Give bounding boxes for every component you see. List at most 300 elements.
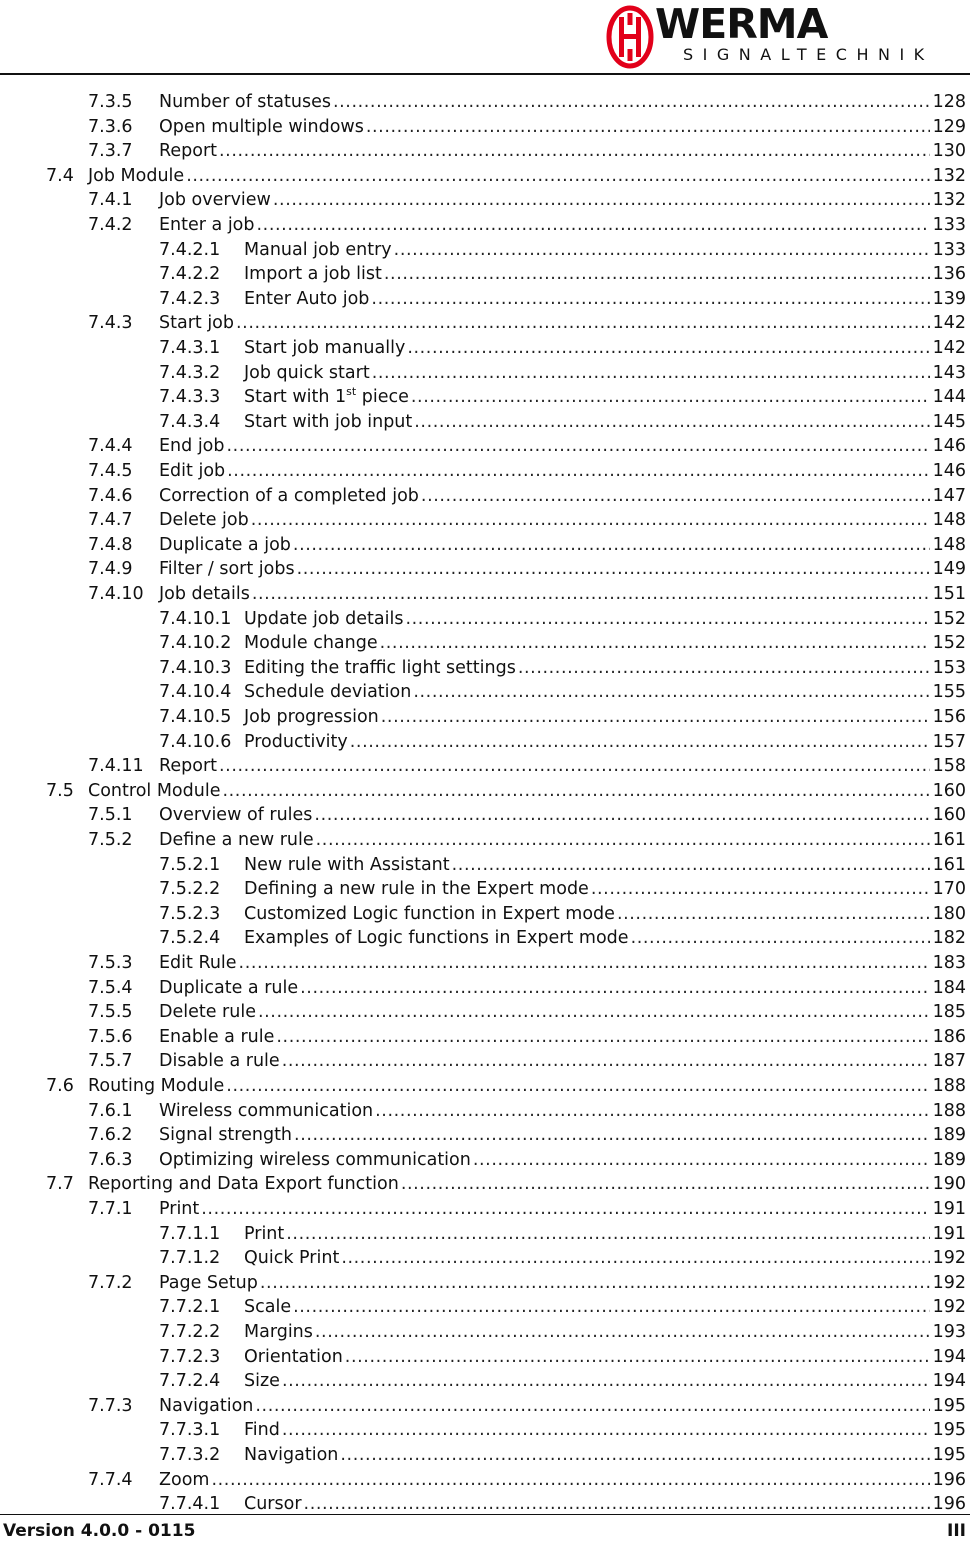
toc-entry-title: Open multiple windows — [159, 116, 364, 137]
toc-entry-number: 7.4.10.2 — [159, 633, 232, 654]
toc-entry-leader — [631, 926, 930, 950]
toc-entry-title: Enter a job — [159, 215, 255, 235]
toc-entry-title: Number of statuses — [159, 92, 331, 112]
toc-entry-number: 7.3.5 — [88, 92, 133, 112]
toc-entry-title: Edit Rule — [159, 953, 237, 973]
toc-entry[interactable] — [0, 754, 966, 778]
toc-entry-leader — [394, 238, 930, 262]
toc-entry[interactable] — [0, 1099, 966, 1123]
toc-entry-page: 132 — [932, 165, 966, 186]
toc-entry-number: 7.4.3.2 — [159, 362, 221, 383]
toc-entry-title: Cursor — [244, 1494, 302, 1515]
toc-entry[interactable] — [0, 1492, 966, 1516]
toc-entry-page: 145 — [932, 411, 966, 432]
toc-entry-number: 7.7.4.1 — [159, 1494, 221, 1515]
toc-entry-leader — [405, 607, 929, 631]
toc-entry[interactable] — [0, 926, 966, 950]
toc-entry[interactable] — [0, 680, 966, 704]
toc-entry-title: Editing the traffic light settings — [244, 657, 516, 678]
toc-entry-number: 7.5.2.4 — [159, 928, 221, 949]
toc-entry-page: 153 — [932, 657, 966, 678]
footer-version: Version 4.0.0 - 0115 — [3, 1521, 196, 1541]
toc-entry-leader — [300, 976, 929, 1000]
toc-entry-page: 183 — [932, 953, 966, 973]
toc-entry-page: 188 — [932, 1076, 966, 1096]
toc-entry-leader — [273, 188, 930, 212]
toc-entry-leader — [340, 1443, 929, 1467]
toc-entry-leader — [413, 680, 929, 704]
logo-brand-text: WERMA — [655, 0, 828, 48]
toc-entry-leader — [372, 361, 930, 385]
toc-entry-page: 147 — [932, 485, 966, 506]
toc-entry-title: End job — [159, 436, 225, 457]
toc-entry-leader — [255, 1394, 929, 1418]
toc-entry-title: Scale — [244, 1297, 292, 1318]
toc-entry[interactable] — [0, 139, 966, 163]
toc-entry-page: 187 — [932, 1051, 966, 1072]
toc-entry[interactable] — [0, 1394, 966, 1418]
toc-entry-title: Job quick start — [244, 362, 370, 383]
toc-entry-leader — [473, 1148, 930, 1172]
toc-entry-number: 7.6.1 — [88, 1100, 133, 1121]
toc-entry-number: 7.4.5 — [88, 461, 133, 481]
toc-entry[interactable] — [0, 853, 966, 877]
toc-entry-title: Customized Logic function in Expert mode — [244, 903, 615, 924]
toc-entry-title: Defining a new rule in the Expert mode — [244, 879, 589, 900]
toc-entry[interactable] — [0, 361, 966, 385]
toc-entry-leader — [236, 311, 930, 335]
toc-entry-title: Duplicate a rule — [159, 977, 299, 998]
toc-entry-page: 194 — [932, 1371, 966, 1392]
toc-entry[interactable] — [0, 533, 966, 557]
toc-entry-leader — [257, 213, 930, 237]
toc-entry-number: 7.4.10 — [88, 584, 144, 604]
toc-entry-number: 7.5.1 — [88, 805, 133, 826]
toc-entry-leader — [211, 1468, 929, 1492]
toc-entry-page: 133 — [932, 215, 966, 235]
toc-entry-number: 7.4.11 — [88, 756, 144, 777]
toc-entry-number: 7.5.5 — [88, 1002, 133, 1023]
toc-entry-number: 7.4.2 — [88, 215, 133, 235]
toc-entry-page: 151 — [932, 584, 966, 604]
toc-entry-title: Productivity — [244, 731, 348, 752]
toc-entry-page: 155 — [932, 682, 966, 703]
toc-entry[interactable] — [0, 779, 966, 803]
toc-entry-title: Job details — [159, 584, 250, 604]
toc-entry-number: 7.4.10.6 — [159, 731, 232, 752]
toc-entry-number: 7.4.9 — [88, 559, 133, 580]
toc-entry-title: Margins — [244, 1322, 313, 1342]
toc-entry-number: 7.5.4 — [88, 977, 133, 998]
toc-entry-page: 195 — [932, 1445, 966, 1465]
toc-entry[interactable] — [0, 1148, 966, 1172]
toc-entry-title: Navigation — [244, 1445, 339, 1465]
toc-entry-title: Control Module — [88, 780, 221, 801]
toc-entry-leader — [297, 557, 930, 581]
toc-entry-page: 186 — [932, 1026, 966, 1047]
toc-entry-number: 7.4.2.3 — [159, 288, 221, 309]
toc-entry-page: 170 — [932, 879, 966, 900]
toc-entry-title: Signal strength — [159, 1125, 293, 1146]
toc-entry-leader — [251, 508, 930, 532]
toc-entry-leader — [414, 410, 929, 434]
toc-entry[interactable] — [0, 213, 966, 237]
toc-entry-page: 142 — [932, 338, 966, 358]
toc-entry-number: 7.4.2.1 — [159, 239, 221, 260]
toc-entry-number: 7.7.2 — [88, 1272, 133, 1293]
toc-entry-leader — [222, 779, 929, 803]
toc-entry-leader — [304, 1492, 930, 1516]
toc-entry-page: 190 — [932, 1174, 966, 1195]
toc-entry-page: 184 — [932, 977, 966, 998]
toc-entry-leader — [384, 262, 930, 286]
toc-entry-number: 7.5.2.1 — [159, 854, 221, 875]
toc-entry[interactable] — [0, 1418, 966, 1442]
toc-entry-page: 136 — [932, 264, 966, 285]
toc-entry[interactable] — [0, 976, 966, 1000]
toc-entry-number: 7.6.2 — [88, 1125, 133, 1146]
toc-entry-number: 7.4.7 — [88, 510, 133, 531]
toc-entry-title: Job Module — [88, 165, 185, 186]
toc-entry-title: Import a job list — [244, 264, 382, 285]
toc-entry-leader — [341, 1246, 929, 1270]
toc-entry[interactable] — [0, 287, 966, 311]
toc-entry-title: Disable a rule — [159, 1051, 280, 1072]
toc-entry[interactable] — [0, 115, 966, 139]
toc-entry[interactable] — [0, 877, 966, 901]
toc-entry-leader — [375, 1099, 929, 1123]
toc-entry-page: 182 — [932, 928, 966, 949]
toc-entry[interactable] — [0, 1049, 966, 1073]
toc-entry[interactable] — [0, 803, 966, 827]
toc-entry-title: Enable a rule — [159, 1026, 275, 1047]
toc-entry-leader — [407, 336, 929, 360]
toc-entry-leader — [421, 484, 930, 508]
toc-entry-number: 7.3.7 — [88, 141, 133, 162]
toc-entry-number: 7.7.2.1 — [159, 1297, 221, 1318]
toc-entry-title: Delete job — [159, 510, 249, 531]
toc-entry-page: 146 — [932, 436, 966, 457]
page-header — [0, 0, 970, 76]
toc-entry[interactable] — [0, 1345, 966, 1369]
toc-entry-page: 160 — [932, 805, 966, 826]
toc-entry-title-part: Start with 1 — [244, 387, 347, 408]
toc-entry-leader — [366, 115, 930, 139]
toc-entry[interactable] — [0, 1443, 966, 1467]
toc-entry-title: Print — [244, 1223, 285, 1244]
toc-entry-page: 185 — [932, 1002, 966, 1023]
toc-entry[interactable] — [0, 164, 966, 188]
toc-entry-leader — [333, 90, 930, 114]
toc-entry-page: 152 — [932, 633, 966, 654]
toc-entry-title-superscript: st — [346, 385, 357, 399]
toc-entry[interactable] — [0, 1197, 966, 1221]
footer-page-number: III — [947, 1521, 966, 1541]
toc-entry-number: 7.7 — [46, 1174, 74, 1195]
toc-entry-page: 132 — [932, 190, 966, 211]
toc-entry-page: 128 — [932, 92, 966, 112]
toc-entry-leader — [293, 533, 930, 557]
toc-entry[interactable] — [0, 1074, 966, 1098]
toc-entry-title: New rule with Assistant — [244, 854, 450, 875]
toc-entry-number: 7.7.4 — [88, 1469, 133, 1490]
toc-entry-page: 156 — [932, 707, 966, 727]
toc-entry-number: 7.5.7 — [88, 1051, 133, 1072]
toc-entry-title: Manual job entry — [244, 239, 392, 260]
toc-entry-number: 7.4.4 — [88, 436, 133, 457]
toc-entry-leader — [282, 1418, 930, 1442]
toc-entry-leader — [239, 951, 930, 975]
toc-entry-leader — [381, 705, 930, 729]
toc-entry[interactable] — [0, 1222, 966, 1246]
toc-entry-leader — [345, 1345, 930, 1369]
toc-entry-title: Start with job input — [244, 411, 413, 432]
toc-entry-title: Start job manually — [244, 338, 406, 358]
toc-entry-title: Page Setup — [159, 1272, 258, 1293]
toc-entry-number: 7.5.6 — [88, 1026, 133, 1047]
toc-entry[interactable] — [0, 459, 966, 483]
toc-entry[interactable] — [0, 951, 966, 975]
toc-entry-page: 180 — [932, 903, 966, 924]
toc-entry-title: Schedule deviation — [244, 682, 412, 703]
toc-entry-page: 130 — [932, 141, 966, 162]
toc-entry-page: 189 — [932, 1125, 966, 1146]
toc-entry[interactable] — [0, 705, 966, 729]
toc-entry-number: 7.7.1.1 — [159, 1223, 221, 1244]
toc-entry-page: 149 — [932, 559, 966, 580]
toc-entry[interactable] — [0, 1025, 966, 1049]
toc-entry-title-part: piece — [356, 387, 409, 408]
toc-entry[interactable] — [0, 484, 966, 508]
footer-divider — [0, 1514, 970, 1515]
toc-entry-title: Report — [159, 756, 218, 777]
toc-entry-leader — [591, 877, 930, 901]
toc-entry-page: 196 — [932, 1494, 966, 1515]
toc-entry-leader — [252, 582, 930, 606]
toc-entry-number: 7.4.3.1 — [159, 338, 221, 358]
toc-entry[interactable] — [0, 410, 966, 434]
toc-entry-number: 7.4.1 — [88, 190, 133, 211]
toc-entry-title: Enter Auto job — [244, 288, 370, 309]
toc-entry-title: Module change — [244, 633, 378, 654]
toc-entry[interactable] — [0, 238, 966, 262]
toc-entry-leader — [260, 1271, 930, 1295]
toc-entry-title: Update job details — [244, 608, 404, 629]
toc-entry[interactable] — [0, 1271, 966, 1295]
toc-entry[interactable] — [0, 607, 966, 631]
toc-entry-number: 7.4.3.4 — [159, 411, 221, 432]
toc-entry-number: 7.7.1.2 — [159, 1248, 221, 1269]
toc-entry-page: 192 — [932, 1248, 966, 1269]
toc-entry-page: 144 — [932, 387, 966, 408]
toc-entry-leader — [219, 139, 930, 163]
toc-entry-title: Duplicate a job — [159, 534, 291, 555]
toc-entry[interactable] — [0, 262, 966, 286]
toc-entry-leader — [276, 1025, 929, 1049]
toc-entry-title: Delete rule — [159, 1002, 256, 1023]
toc-entry-leader — [314, 803, 929, 827]
toc-entry[interactable] — [0, 1172, 966, 1196]
toc-entry-page: 192 — [932, 1272, 966, 1293]
toc-entry[interactable] — [0, 656, 966, 680]
toc-entry-number: 7.4.10.4 — [159, 682, 232, 703]
toc-entry-page: 160 — [932, 780, 966, 801]
toc-entry-leader — [315, 1320, 930, 1344]
toc-entry-page: 161 — [932, 854, 966, 875]
toc-entry-leader — [258, 1000, 930, 1024]
toc-entry-page: 191 — [932, 1199, 966, 1219]
toc-entry-title: Orientation — [244, 1346, 343, 1367]
toc-entry-page: 143 — [932, 362, 966, 383]
toc-entry-page: 194 — [932, 1346, 966, 1367]
toc-entry-leader — [518, 656, 930, 680]
toc-entry-page: 161 — [932, 830, 966, 850]
toc-entry[interactable] — [0, 828, 966, 852]
toc-entry[interactable] — [0, 385, 966, 409]
logo-tagline: SIGNALTECHNIK — [683, 45, 934, 64]
toc-entry-leader — [282, 1049, 930, 1073]
toc-entry[interactable] — [0, 90, 966, 114]
toc-entry-page: 158 — [932, 756, 966, 777]
toc-entry-page: 189 — [932, 1149, 966, 1170]
toc-entry[interactable] — [0, 508, 966, 532]
toc-entry-title: Optimizing wireless communication — [159, 1149, 471, 1170]
toc-entry-number: 7.7.2.3 — [159, 1346, 221, 1367]
toc-entry-leader — [371, 287, 929, 311]
toc-entry-leader — [350, 730, 930, 754]
toc-entry-leader — [286, 1222, 929, 1246]
toc-entry-number: 7.4.10.3 — [159, 657, 232, 678]
toc-entry-number: 7.6 — [46, 1076, 74, 1096]
toc-entry-title — [244, 385, 409, 409]
toc-entry[interactable] — [0, 582, 966, 606]
toc-entry-title: Job overview — [159, 190, 271, 211]
toc-entry[interactable] — [0, 1295, 966, 1319]
toc-entry-title: Correction of a completed job — [159, 485, 419, 506]
toc-entry-leader — [201, 1197, 929, 1221]
toc-entry-title: Filter / sort jobs — [159, 559, 295, 580]
toc-entry[interactable] — [0, 1468, 966, 1492]
toc-entry-title: Size — [244, 1371, 280, 1392]
toc-entry-title: Overview of rules — [159, 805, 313, 826]
werma-logo-icon — [606, 5, 654, 69]
toc-entry[interactable] — [0, 730, 966, 754]
toc-entry-number: 7.7.3 — [88, 1395, 133, 1416]
toc-entry[interactable] — [0, 434, 966, 458]
toc-entry-title: Examples of Logic functions in Expert mode — [244, 928, 629, 949]
toc-entry-number: 7.4.3.3 — [159, 387, 221, 408]
toc-entry-page: 129 — [932, 116, 966, 137]
toc-entry-page: 152 — [932, 608, 966, 629]
toc-entry-title: Quick Print — [244, 1248, 340, 1269]
toc-entry-page: 192 — [932, 1297, 966, 1318]
toc-entry[interactable] — [0, 1000, 966, 1024]
toc-entry-page: 157 — [932, 731, 966, 752]
toc-entry-leader — [227, 459, 929, 483]
toc-entry-page: 139 — [932, 288, 966, 309]
toc-entry-number: 7.5.2.3 — [159, 903, 221, 924]
toc-entry[interactable] — [0, 902, 966, 926]
toc-entry-title: Print — [159, 1199, 200, 1219]
toc-entry-number: 7.7.3.1 — [159, 1420, 221, 1441]
toc-entry-leader — [282, 1369, 930, 1393]
toc-entry-title: Job progression — [244, 707, 379, 727]
toc-entry-number: 7.7.2.4 — [159, 1371, 221, 1392]
toc-entry-title: Zoom — [159, 1469, 210, 1490]
toc-entry-number: 7.4.10.5 — [159, 707, 232, 727]
toc-entry[interactable] — [0, 1369, 966, 1393]
toc-entry-number: 7.4.10.1 — [159, 608, 232, 629]
toc-entry-page: 148 — [932, 510, 966, 531]
toc-entry-page: 193 — [932, 1322, 966, 1342]
toc-entry-page: 195 — [932, 1395, 966, 1416]
toc-entry-title: Wireless communication — [159, 1100, 374, 1121]
toc-entry-leader — [380, 631, 930, 655]
toc-entry-title: Define a new rule — [159, 830, 314, 850]
toc-entry-title: Reporting and Data Export function — [88, 1174, 399, 1195]
toc-entry-number: 7.5 — [46, 780, 74, 801]
toc-entry-leader — [226, 1074, 929, 1098]
toc-entry-leader — [316, 828, 930, 852]
toc-entry-number: 7.5.2 — [88, 830, 133, 850]
toc-entry-title: Routing Module — [88, 1076, 225, 1096]
toc-entry-number: 7.4.6 — [88, 485, 133, 506]
toc-entry[interactable] — [0, 557, 966, 581]
toc-entry[interactable] — [0, 1320, 966, 1344]
toc-entry-page: 188 — [932, 1100, 966, 1121]
toc-entry-leader — [219, 754, 930, 778]
toc-entry-title: Find — [244, 1420, 280, 1441]
toc-entry-number: 7.4.3 — [88, 313, 133, 334]
toc-entry[interactable] — [0, 1123, 966, 1147]
toc-entry-page: 133 — [932, 239, 966, 260]
toc-entry[interactable] — [0, 1246, 966, 1270]
toc-entry-number: 7.4.2.2 — [159, 264, 221, 285]
toc-entry-title: Start job — [159, 313, 234, 334]
toc-entry-number: 7.5.3 — [88, 953, 133, 973]
toc-entry-leader — [411, 385, 930, 409]
toc-entry-page: 191 — [932, 1223, 966, 1244]
toc-entry-page: 142 — [932, 313, 966, 334]
toc-entry-number: 7.7.2.2 — [159, 1322, 221, 1342]
toc-entry-number: 7.4 — [46, 165, 74, 186]
werma-logo — [608, 2, 960, 74]
toc-entry-number: 7.7.3.2 — [159, 1445, 221, 1465]
toc-entry-title: Navigation — [159, 1395, 254, 1416]
toc-entry-number: 7.5.2.2 — [159, 879, 221, 900]
toc-entry[interactable] — [0, 336, 966, 360]
toc-entry[interactable] — [0, 188, 966, 212]
toc-entry[interactable] — [0, 631, 966, 655]
toc-entry-page: 146 — [932, 461, 966, 481]
toc-entry-leader — [186, 164, 929, 188]
toc-entry-number: 7.4.8 — [88, 534, 133, 555]
toc-entry-page: 148 — [932, 534, 966, 555]
toc-entry-leader — [452, 853, 930, 877]
toc-entry-page: 196 — [932, 1469, 966, 1490]
header-divider — [0, 73, 970, 75]
toc-entry-leader — [401, 1172, 930, 1196]
toc-entry-page: 195 — [932, 1420, 966, 1441]
toc-entry-title: Report — [159, 141, 218, 162]
toc-entry[interactable] — [0, 311, 966, 335]
toc-entry-number: 7.6.3 — [88, 1149, 133, 1170]
toc-entry-leader — [227, 434, 930, 458]
toc-entry-title: Edit job — [159, 461, 226, 481]
toc-entry-number: 7.7.1 — [88, 1199, 133, 1219]
toc-entry-leader — [617, 902, 930, 926]
toc-entry-number: 7.3.6 — [88, 116, 133, 137]
